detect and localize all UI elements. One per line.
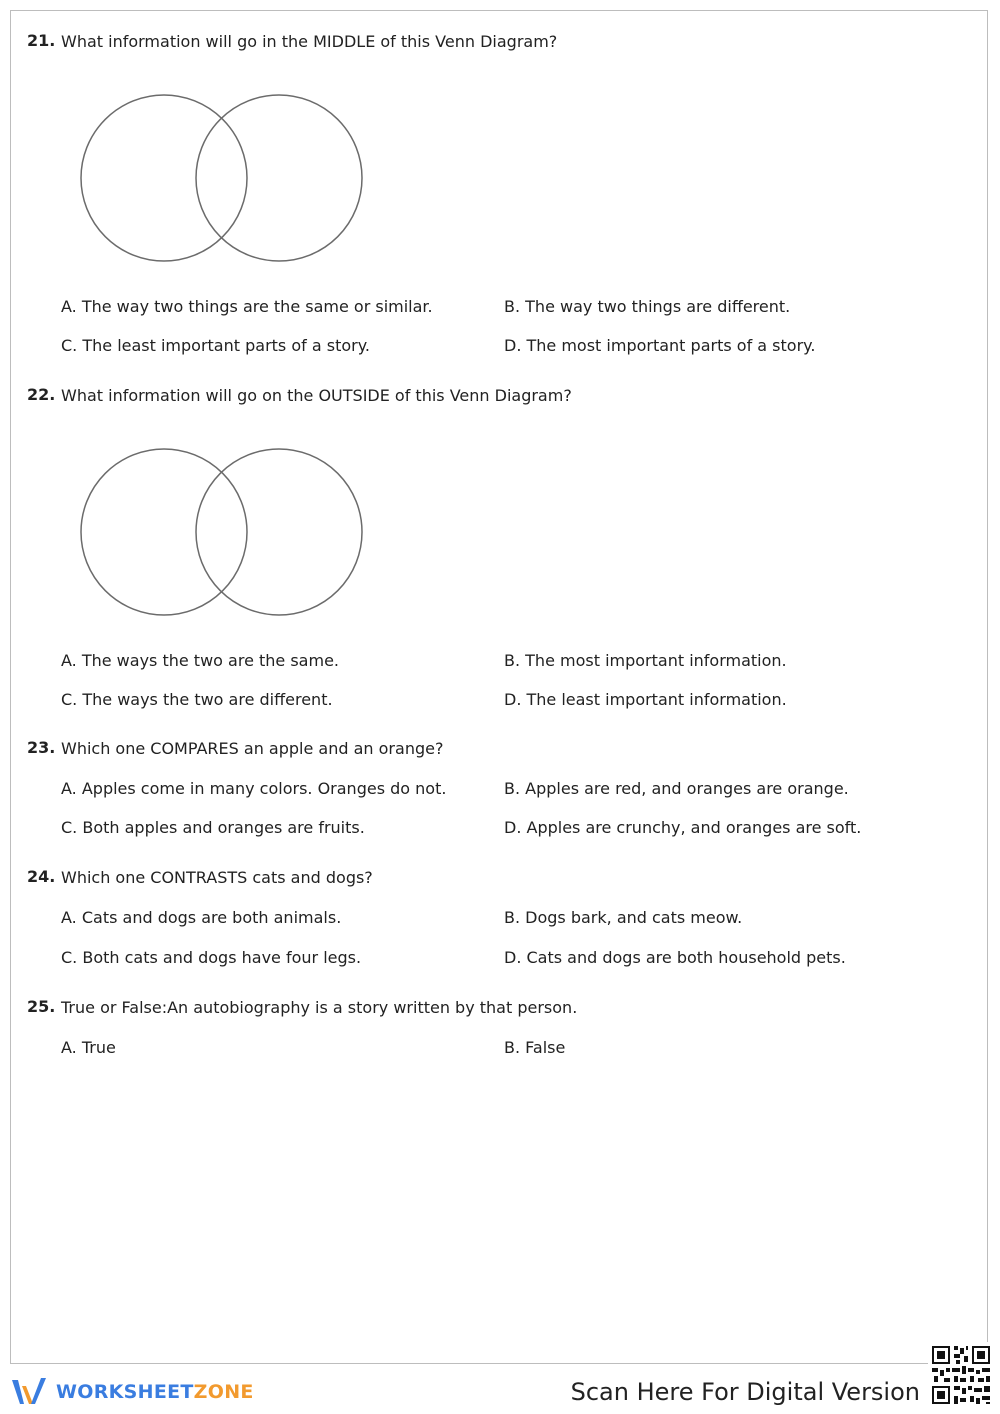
question-23-number: 23. xyxy=(27,738,56,757)
question-22-option-a[interactable]: A. The ways the two are the same. xyxy=(61,651,339,670)
question-22-number: 22. xyxy=(27,385,56,404)
question-22-text: What information will go on the OUTSIDE of this Venn Diagram? xyxy=(61,386,572,405)
logo-worksheet-text: WORKSHEET xyxy=(56,1381,194,1403)
question-24-text: Which one CONTRASTS cats and dogs? xyxy=(61,868,373,887)
question-22-option-c[interactable]: C. The ways the two are different. xyxy=(61,690,333,709)
question-24-option-b[interactable]: B. Dogs bark, and cats meow. xyxy=(504,908,743,927)
question-21-option-d[interactable]: D. The most important parts of a story. xyxy=(504,336,816,355)
question-24-number: 24. xyxy=(27,867,56,886)
question-21-text: What information will go in the MIDDLE of this Venn Diagram? xyxy=(61,32,558,51)
venn-left-circle xyxy=(81,449,247,615)
question-25-option-a[interactable]: A. True xyxy=(61,1038,116,1057)
question-23-option-a[interactable]: A. Apples come in many colors. Oranges do not. xyxy=(61,779,447,798)
qr-code-icon[interactable] xyxy=(928,1342,994,1408)
question-25-option-b[interactable]: B. False xyxy=(504,1038,566,1057)
venn-right-circle xyxy=(196,95,362,261)
question-23-option-b[interactable]: B. Apples are red, and oranges are orange. xyxy=(504,779,849,798)
question-24-option-a[interactable]: A. Cats and dogs are both animals. xyxy=(61,908,342,927)
question-21-number: 21. xyxy=(27,31,56,50)
question-24-option-d[interactable]: D. Cats and dogs are both household pets. xyxy=(504,948,846,967)
question-25-number: 25. xyxy=(27,997,56,1016)
question-22-option-d[interactable]: D. The least important information. xyxy=(504,690,787,709)
question-23-text: Which one COMPARES an apple and an orange? xyxy=(61,739,444,758)
worksheet-zone-logo xyxy=(10,1376,254,1408)
question-23-option-c[interactable]: C. Both apples and oranges are fruits. xyxy=(61,818,365,837)
question-21-option-b[interactable]: B. The way two things are different. xyxy=(504,297,791,316)
venn-right-circle xyxy=(196,449,362,615)
scan-here-text: Scan Here For Digital Version xyxy=(570,1378,920,1406)
venn-diagram-21 xyxy=(78,92,368,264)
logo-text xyxy=(56,1381,254,1403)
question-25-text: True or False:An autobiography is a story written by that person. xyxy=(61,998,578,1017)
question-21-option-c[interactable]: C. The least important parts of a story. xyxy=(61,336,370,355)
question-23-option-d[interactable]: D. Apples are crunchy, and oranges are soft. xyxy=(504,818,862,837)
venn-left-circle xyxy=(81,95,247,261)
question-24-option-c[interactable]: C. Both cats and dogs have four legs. xyxy=(61,948,362,967)
venn-diagram-22 xyxy=(78,446,368,618)
question-21-option-a[interactable]: A. The way two things are the same or similar. xyxy=(61,297,433,316)
logo-zone-text: ZONE xyxy=(193,1381,254,1403)
question-22-option-b[interactable]: B. The most important information. xyxy=(504,651,787,670)
logo-w-icon xyxy=(10,1376,50,1408)
